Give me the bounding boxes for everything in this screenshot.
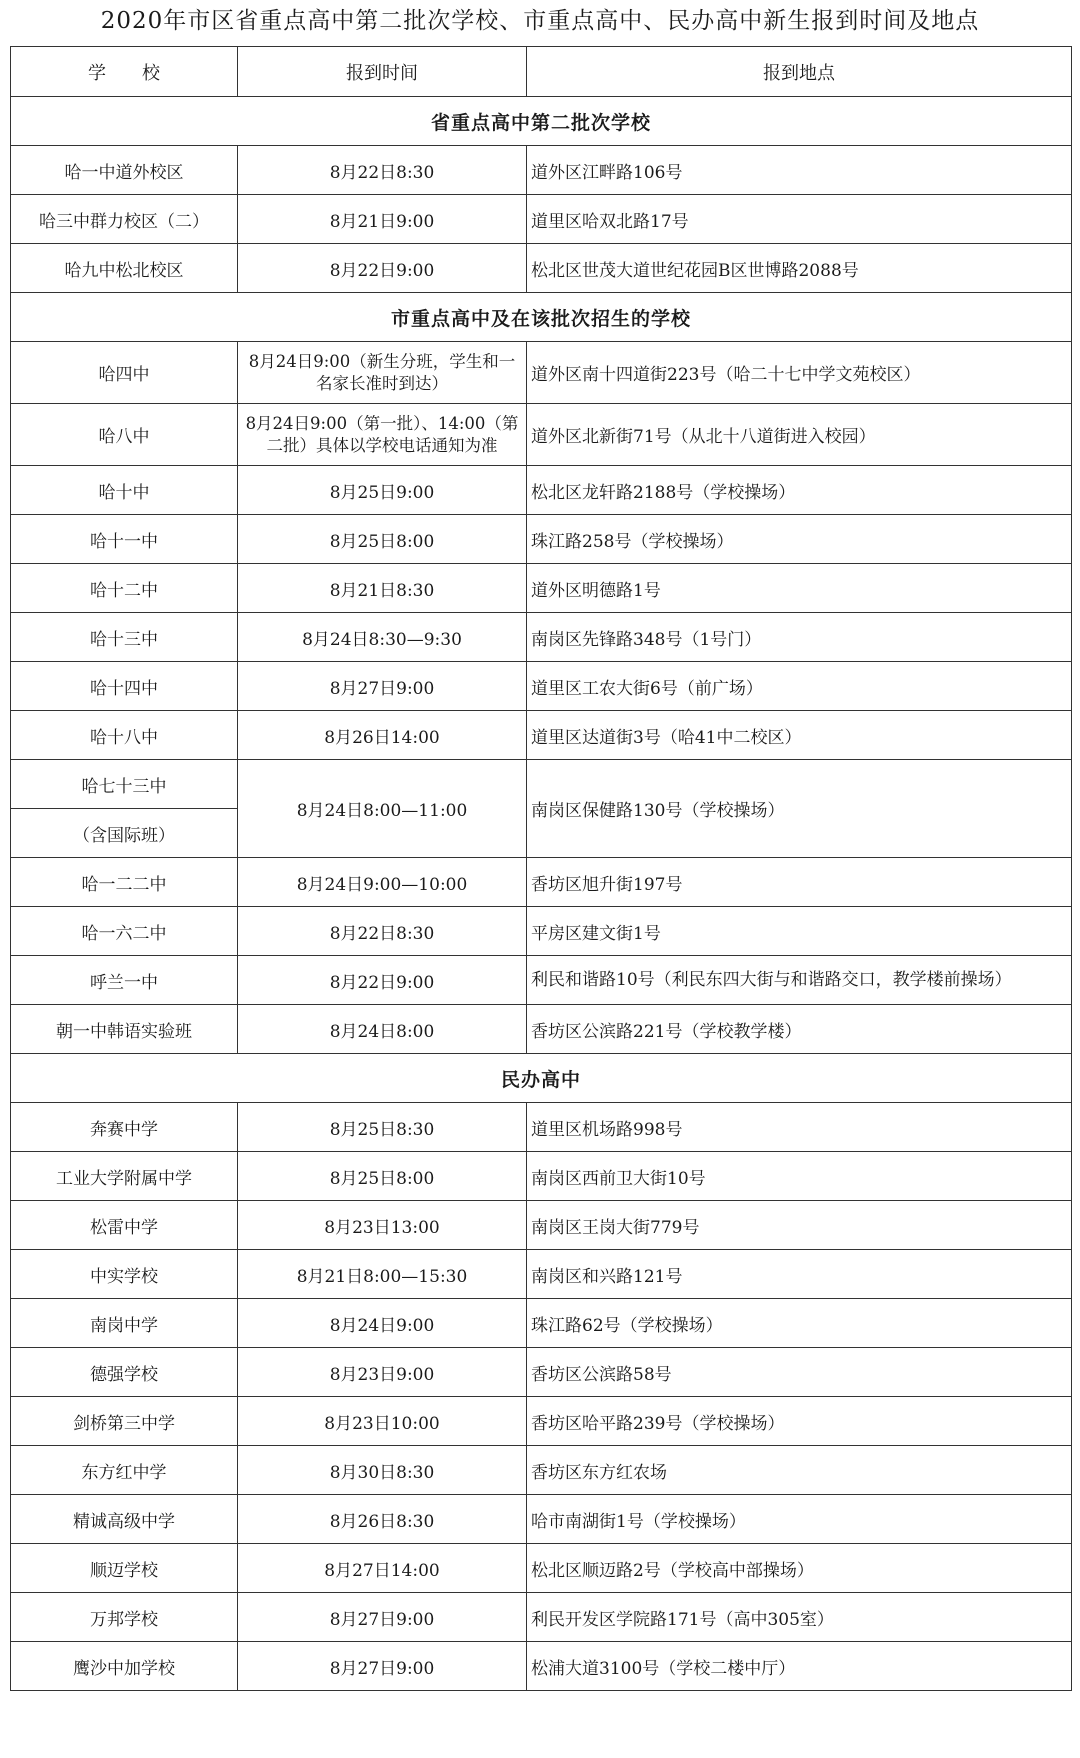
place-cell: 珠江路62号（学校操场） — [527, 1299, 1072, 1348]
school-cell: 顺迈学校 — [11, 1544, 238, 1593]
school-cell: （含国际班） — [11, 809, 238, 858]
table-row — [11, 564, 1072, 613]
time-cell: 8月22日9:00 — [238, 956, 527, 1005]
time-cell: 8月30日8:30 — [238, 1446, 527, 1495]
time-cell: 8月22日8:30 — [238, 907, 527, 956]
place-cell: 松北区龙轩路2188号（学校操场） — [527, 466, 1072, 515]
place-cell: 南岗区保健路130号（学校操场） — [527, 760, 1072, 858]
table-row — [11, 760, 1072, 809]
header-row — [11, 47, 1072, 97]
time-cell: 8月24日8:30—9:30 — [238, 613, 527, 662]
school-cell: 朝一中韩语实验班 — [11, 1005, 238, 1054]
place-cell: 道外区南十四道街223号（哈二十七中学文苑校区） — [527, 342, 1072, 404]
place-cell: 道外区北新街71号（从北十八道街进入校园） — [527, 404, 1072, 466]
place-cell: 南岗区和兴路121号 — [527, 1250, 1072, 1299]
time-cell: 8月27日9:00 — [238, 1642, 527, 1691]
section-title: 省重点高中第二批次学校 — [11, 97, 1072, 146]
table-row — [11, 195, 1072, 244]
school-cell: 剑桥第三中学 — [11, 1397, 238, 1446]
time-cell: 8月21日9:00 — [238, 195, 527, 244]
time-cell: 8月25日8:00 — [238, 515, 527, 564]
time-cell: 8月25日8:00 — [238, 1152, 527, 1201]
place-cell: 道里区机场路998号 — [527, 1103, 1072, 1152]
place-cell: 香坊区公滨路221号（学校教学楼） — [527, 1005, 1072, 1054]
table-row — [11, 1544, 1072, 1593]
section-title: 市重点高中及在该批次招生的学校 — [11, 293, 1072, 342]
table-row — [11, 146, 1072, 195]
section-title: 民办高中 — [11, 1054, 1072, 1103]
time-cell: 8月25日9:00 — [238, 466, 527, 515]
place-cell: 珠江路258号（学校操场） — [527, 515, 1072, 564]
table-row — [11, 711, 1072, 760]
time-cell: 8月26日14:00 — [238, 711, 527, 760]
place-cell: 香坊区旭升街197号 — [527, 858, 1072, 907]
place-cell: 香坊区东方红农场 — [527, 1446, 1072, 1495]
table-row — [11, 613, 1072, 662]
table-row — [11, 466, 1072, 515]
table-row — [11, 342, 1072, 404]
school-cell: 南岗中学 — [11, 1299, 238, 1348]
place-cell: 南岗区先锋路348号（1号门） — [527, 613, 1072, 662]
section-row — [11, 97, 1072, 146]
school-cell: 哈一二二中 — [11, 858, 238, 907]
table-row — [11, 1593, 1072, 1642]
school-cell: 哈十三中 — [11, 613, 238, 662]
school-cell: 哈十一中 — [11, 515, 238, 564]
table-row — [11, 1642, 1072, 1691]
school-cell: 德强学校 — [11, 1348, 238, 1397]
place-cell: 道外区明德路1号 — [527, 564, 1072, 613]
time-cell: 8月23日9:00 — [238, 1348, 527, 1397]
time-cell: 8月24日9:00（新生分班，学生和一名家长准时到达） — [238, 342, 527, 404]
place-cell: 南岗区王岗大街779号 — [527, 1201, 1072, 1250]
place-cell: 哈市南湖街1号（学校操场） — [527, 1495, 1072, 1544]
place-cell: 道里区达道街3号（哈41中二校区） — [527, 711, 1072, 760]
table-row — [11, 662, 1072, 711]
table-row — [11, 1397, 1072, 1446]
school-cell: 哈十中 — [11, 466, 238, 515]
time-cell: 8月27日14:00 — [238, 1544, 527, 1593]
time-cell: 8月27日9:00 — [238, 1593, 527, 1642]
place-cell: 道外区江畔路106号 — [527, 146, 1072, 195]
header-place: 报到地点 — [527, 47, 1072, 97]
time-cell: 8月27日9:00 — [238, 662, 527, 711]
place-cell: 利民和谐路10号（利民东四大街与和谐路交口，教学楼前操场） — [527, 956, 1072, 1005]
time-cell: 8月22日8:30 — [238, 146, 527, 195]
table-row — [11, 1348, 1072, 1397]
school-cell: 中实学校 — [11, 1250, 238, 1299]
school-cell: 哈十八中 — [11, 711, 238, 760]
school-cell: 工业大学附属中学 — [11, 1152, 238, 1201]
school-cell: 松雷中学 — [11, 1201, 238, 1250]
school-cell: 东方红中学 — [11, 1446, 238, 1495]
place-cell: 道里区工农大街6号（前广场） — [527, 662, 1072, 711]
time-cell: 8月21日8:00—15:30 — [238, 1250, 527, 1299]
table-row — [11, 907, 1072, 956]
school-cell: 哈三中群力校区（二） — [11, 195, 238, 244]
school-cell: 呼兰一中 — [11, 956, 238, 1005]
place-cell: 南岗区西前卫大街10号 — [527, 1152, 1072, 1201]
place-cell: 松浦大道3100号（学校二楼中厅） — [527, 1642, 1072, 1691]
table-row — [11, 1299, 1072, 1348]
time-cell: 8月24日8:00 — [238, 1005, 527, 1054]
place-cell: 松北区世茂大道世纪花园B区世博路2088号 — [527, 244, 1072, 293]
time-cell: 8月24日9:00（第一批）、14:00（第二批）具体以学校电话通知为准 — [238, 404, 527, 466]
school-cell: 哈一中道外校区 — [11, 146, 238, 195]
page-title: 2020年市区省重点高中第二批次学校、市重点高中、民办高中新生报到时间及地点 — [100, 8, 980, 34]
school-cell: 哈七十三中 — [11, 760, 238, 809]
school-cell: 哈四中 — [11, 342, 238, 404]
place-cell: 利民开发区学院路171号（高中305室） — [527, 1593, 1072, 1642]
school-cell: 万邦学校 — [11, 1593, 238, 1642]
school-cell: 鹰沙中加学校 — [11, 1642, 238, 1691]
table-row — [11, 1250, 1072, 1299]
table-row — [11, 1103, 1072, 1152]
time-cell: 8月22日9:00 — [238, 244, 527, 293]
table-row — [11, 1005, 1072, 1054]
table-row — [11, 244, 1072, 293]
table-row — [11, 404, 1072, 466]
table-row — [11, 1152, 1072, 1201]
school-cell: 哈九中松北校区 — [11, 244, 238, 293]
place-cell: 平房区建文街1号 — [527, 907, 1072, 956]
table-row — [11, 1446, 1072, 1495]
schedule-table — [10, 46, 1072, 1691]
school-cell: 精诚高级中学 — [11, 1495, 238, 1544]
table-row — [11, 858, 1072, 907]
school-cell: 哈十二中 — [11, 564, 238, 613]
place-cell: 香坊区公滨路58号 — [527, 1348, 1072, 1397]
time-cell: 8月24日8:00—11:00 — [238, 760, 527, 858]
school-cell: 哈八中 — [11, 404, 238, 466]
table-row — [11, 1201, 1072, 1250]
school-cell: 哈十四中 — [11, 662, 238, 711]
header-time: 报到时间 — [238, 47, 527, 97]
time-cell: 8月23日13:00 — [238, 1201, 527, 1250]
place-cell: 道里区哈双北路17号 — [527, 195, 1072, 244]
time-cell: 8月26日8:30 — [238, 1495, 527, 1544]
time-cell: 8月25日8:30 — [238, 1103, 527, 1152]
table-row — [11, 515, 1072, 564]
section-row — [11, 1054, 1072, 1103]
table-row — [11, 956, 1072, 1005]
school-cell: 哈一六二中 — [11, 907, 238, 956]
time-cell: 8月24日9:00—10:00 — [238, 858, 527, 907]
school-cell: 奔赛中学 — [11, 1103, 238, 1152]
table-row — [11, 1495, 1072, 1544]
section-row — [11, 293, 1072, 342]
place-cell: 松北区顺迈路2号（学校高中部操场） — [527, 1544, 1072, 1593]
header-school: 学 校 — [11, 47, 238, 97]
time-cell: 8月24日9:00 — [238, 1299, 527, 1348]
time-cell: 8月23日10:00 — [238, 1397, 527, 1446]
place-cell: 香坊区哈平路239号（学校操场） — [527, 1397, 1072, 1446]
time-cell: 8月21日8:30 — [238, 564, 527, 613]
